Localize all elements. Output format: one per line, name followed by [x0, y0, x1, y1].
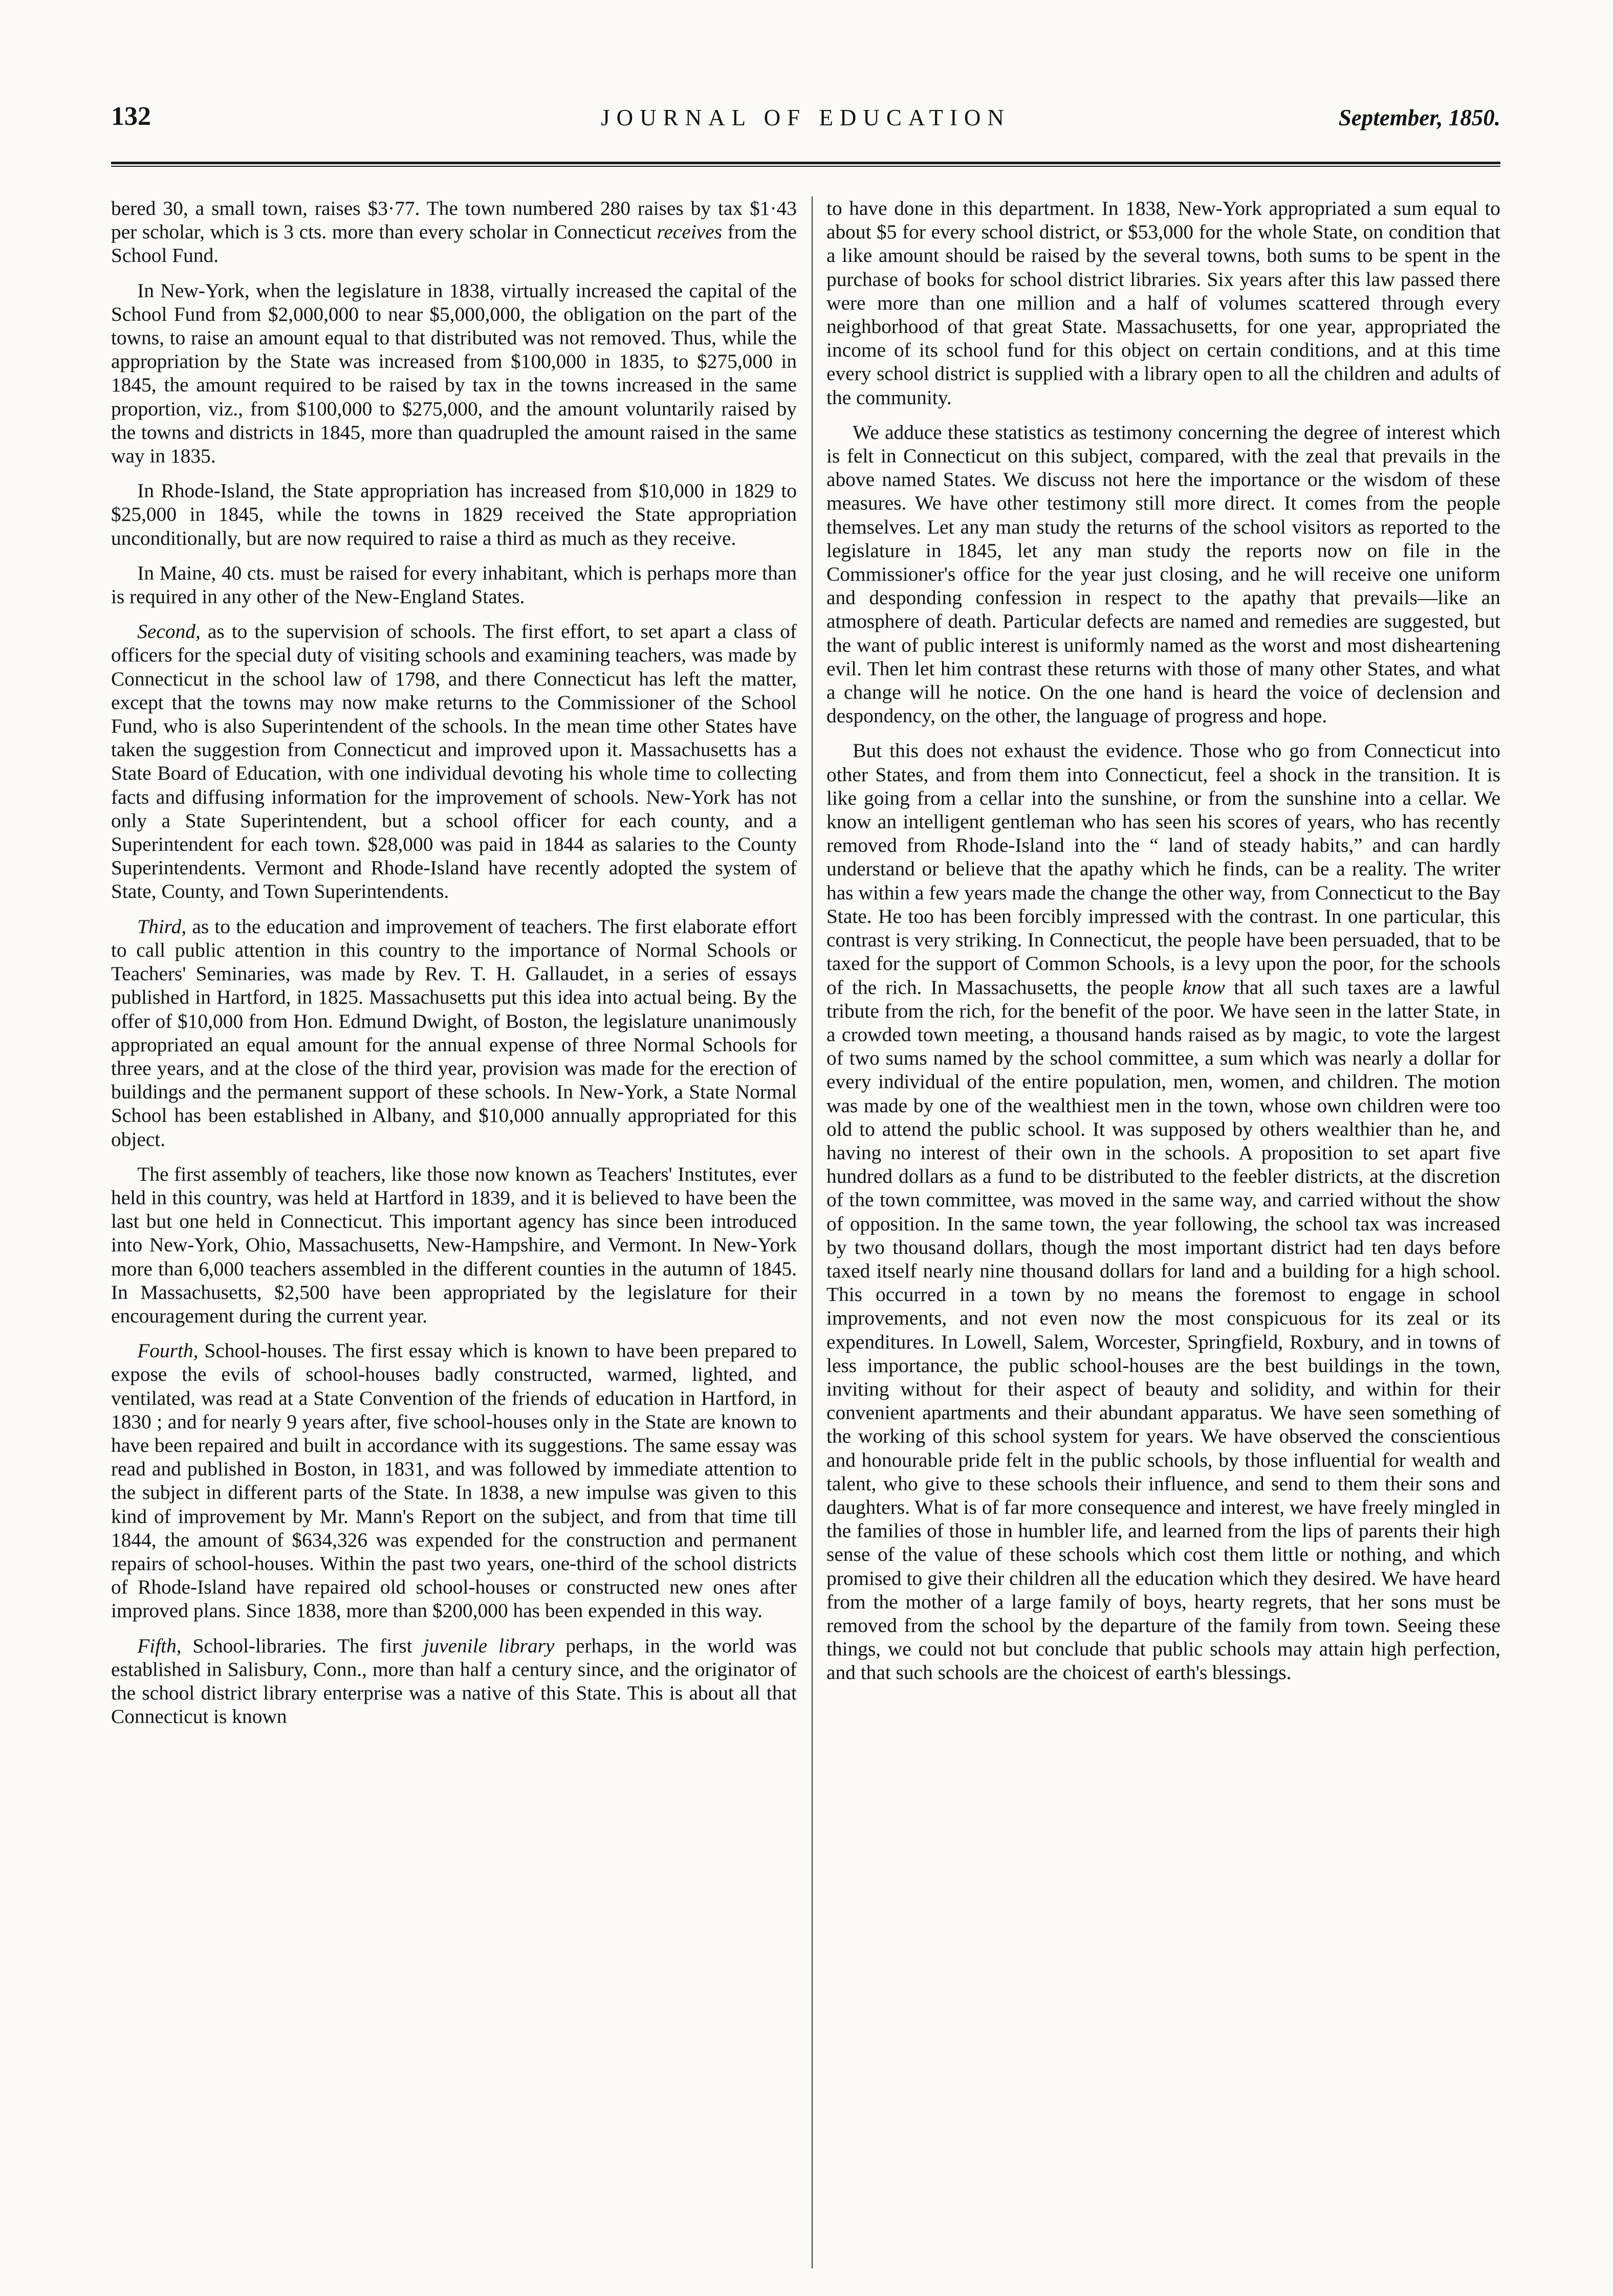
running-title: JOURNAL OF EDUCATION	[601, 105, 1011, 130]
left-column	[111, 196, 797, 1728]
paragraph: Fourth, School-houses. The first essay which is known to have been prepared to expose the evils of school-houses badly constructed, warmed, lighted, and ventilated, was read at a State Convention of the friends of education in Hartford, in 1830 ; and for nearly 9 years after, five school-houses only in the State are known to have been repaired and built in accordance with its suggestions. The same essay was read and published in Boston, in 1831, and was followed by immediate attention to the subject in different parts of the State. In 1838, a new impulse was given to this kind of improvement by Mr. Mann's Report on the subject, and from that time till 1844, the amount of $634,326 was expended for the construction and permanent repairs of school-houses. Within the past two years, one-third of the school districts of Rhode-Island have repaired old school-houses or constructed new ones after improved plans. Since 1838, more than $200,000 has been expended in this way.	[111, 1339, 797, 1622]
paragraph: In Rhode-Island, the State appropriation has increased from $10,000 in 1829 to $25,000 in 1845, while the towns in 1829 received the State appropriation unconditionally, but are now required to raise a third as much as they receive.	[111, 479, 797, 549]
paragraph: In Maine, 40 cts. must be raised for every inhabitant, which is perhaps more than is required in any other of the New-England States.	[111, 561, 797, 608]
column-divider	[812, 196, 813, 2268]
paragraph: bered 30, a small town, raises $3·77. The town numbered 280 raises by tax $1·43 per scholar, which is 3 cts. more than every scholar in Connecticut receives from the School Fund.	[111, 197, 797, 267]
paragraph: In New-York, when the legislature in 1838, virtually increased the capital of the School Fund from $2,000,000 to near $5,000,000, the obligation on the part of the towns, to raise an amount equal to that distributed was not removed. Thus, while the appropriation by the State was increased from $100,000 in 1835, to $275,000 in 1845, the amount required to be raised by tax in the towns increased in the same proportion, viz., from $100,000 to $275,000, and the amount voluntarily raised by the towns and districts in 1845, more than quadrupled the amount raised in the same way in 1835.	[111, 279, 797, 468]
issue-date: September, 1850.	[1338, 105, 1500, 130]
paragraph: Fifth, School-libraries. The first juvenile library perhaps, in the world was established in Salisbury, Conn., more than half a century since, and the originator of the school district library enterprise was a native of this State. This is about all that Connecticut is known	[111, 1634, 797, 1728]
paragraph: We adduce these statistics as testimony concerning the degree of interest which is felt in Connecticut on this subject, compared, with the zeal that prevails in the above named States. We discuss not here the importance or the wisdom of these measures. We have other testimony still more direct. It comes from the people themselves. Let any man study the returns of the school visitors as reported to the legislature in 1845, let any man study the reports now on file in the Commissioner's office for the year just closing, and he will receive one uniform and desponding confession in respect to the apathy that prevails—like an atmosphere of death. Particular defects are named and remedies are suggested, but the want of public interest is uniformly named as the worst and most disheartening evil. Then let him contrast these returns with those of many other States, and what a change will he notice. On the one hand is heard the voice of declension and despondency, on the other, the language of progress and hope.	[826, 421, 1500, 727]
paragraph: But this does not exhaust the evidence. Those who go from Connecticut into other States, and from them into Connecticut, feel a shock in the transition. It is like going from a cellar into the sunshine, or from the sunshine into a cellar. We know an intelligent gentleman who has seen his scores of years, who has recently removed from Rhode-Island into the “ land of steady habits,” and can hardly understand or believe that the apathy which he finds, can be a reality. The writer has within a few years made the change the other way, from Connecticut to the Bay State. He too has been forcibly impressed with the contrast. In one particular, this contrast is very striking. In Connecticut, the people have been persuaded, that to be taxed for the support of Common Schools, is a levy upon the poor, for the schools of the rich. In Massachusetts, the people know that all such taxes are a lawful tribute from the rich, for the benefit of the poor. We have seen in the latter State, in a crowded town meeting, a thousand hands raised as by magic, to vote the largest of two sums named by the school committee, a sum which was nearly a dollar for every individual of the entire population, men, women, and children. The motion was made by one of the wealthiest men in the town, whose own children were too old to attend the public school. It was supposed by others wealthier than he, and having no interest of their own in the schools. A proposition to set apart five hundred dollars as a fund to be distributed to the feebler districts, at the discretion of the town committee, was moved in the same way, and carried without the show of opposition. In the same town, the year following, the school tax was increased by two thousand dollars, though the most important district had ten days before taxed itself nearly nine thousand dollars for land and a building for a high school. This occurred in a town by no means the foremost to engage in school improvements, and not even now the most conspicuous for its zeal or its expenditures. In Lowell, Salem, Worcester, Springfield, Roxbury, and in towns of less importance, the public school-houses are the best buildings in the town, inviting without for their aspect of beauty and solidity, and within for their convenient apartments and their abundant apparatus. We have seen something of the working of this school system for years. We have observed the conscientious and honourable pride felt in the public schools, by those influential for wealth and talent, who give to these schools their influence, and send to them their sons and daughters. What is of far more consequence and interest, we have freely mingled in the families of those in humbler life, and learned from the lips of parents their high sense of the value of these schools which cost them little or nothing, and which promised to give their children all the education which they desired. We have heard from the mother of a large family of boys, hearty regrets, that her sons must be removed from the school by the departure of the family from town. Seeing these things, we could not but conclude that public schools may attain high perfection, and that such schools are the choicest of earth's blessings.	[826, 739, 1500, 1684]
right-column	[826, 196, 1500, 1685]
paragraph: Second, as to the supervision of schools. The first effort, to set apart a class of officers for the special duty of visiting schools and examining teachers, was made by Connecticut in the school law of 1798, and there Connecticut has left the matter, except that the towns may now make returns to the Commissioner of the School Fund, who is also Superintendent of the schools. In the mean time other States have taken the suggestion from Connecticut and improved upon it. Massachusetts has a State Board of Education, with one individual devoting his whole time to collecting facts and diffusing information for the improvement of schools. New-York has not only a State Superintendent, but a school officer for each county, and a Superintendent for each town. $28,000 was paid in 1844 as salaries to the County Superintendents. Vermont and Rhode-Island have recently adopted the system of State, County, and Town Superintendents.	[111, 620, 797, 903]
header-rule	[111, 162, 1500, 167]
page-header	[111, 101, 1500, 142]
page-number: 132	[111, 102, 151, 131]
paragraph: to have done in this department. In 1838, New-York appropriated a sum equal to about $5 for every school district, or $53,000 for the whole State, on condition that a like amount should be raised by the several towns, both sums to be spent in the purchase of books for school district libraries. Six years after this law passed there were more than one million and a half of volumes scattered through every neighborhood of that great State. Massachusetts, for one year, appropriated the income of its school fund for this object on certain conditions, and at this time every school district is supplied with a library open to all the children and adults of the community.	[826, 197, 1500, 409]
paragraph: The first assembly of teachers, like those now known as Teachers' Institutes, ever held in this country, was held at Hartford in 1839, and it is believed to have been the last but one held in Connecticut. This important agency has since been introduced into New-York, Ohio, Massachusetts, New-Hampshire, and Vermont. In New-York more than 6,000 teachers assembled in the different counties in the autumn of 1845. In Massachusetts, $2,500 have been appropriated by the legislature for their encouragement during the current year.	[111, 1162, 797, 1327]
paragraph: Third, as to the education and improvement of teachers. The first elaborate effort to call public attention in this country to the importance of Normal Schools or Teachers' Seminaries, was made by Rev. T. H. Gallaudet, in a series of essays published in Hartford, in 1825. Massachusetts put this idea into actual being. By the offer of $10,000 from Hon. Edmund Dwight, of Boston, the legislature unanimously appropriated an equal amount for the annual expense of three Normal Schools for three years, and at the close of the third year, provision was made for the erection of buildings and the permanent support of these schools. In New-York, a State Normal School has been established in Albany, and $10,000 annually appropriated for this object.	[111, 915, 797, 1151]
